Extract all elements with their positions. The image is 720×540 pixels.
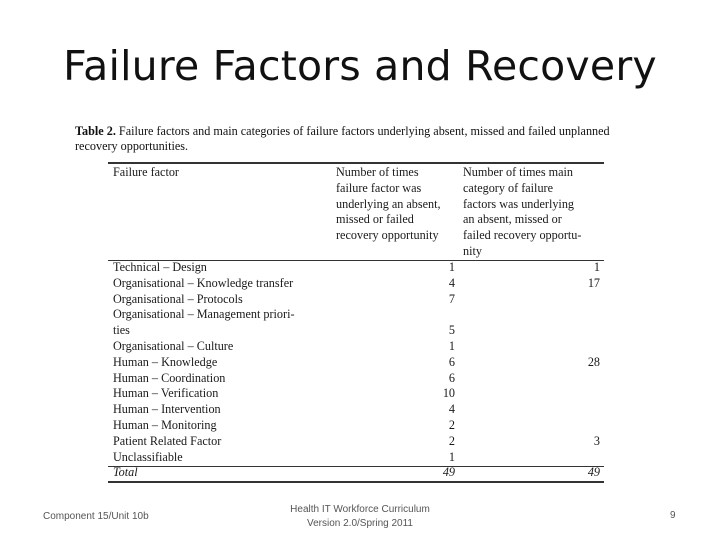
table-cell-factor-count: 1: [448, 449, 455, 464]
header-failure-factor: Failure factor: [113, 165, 179, 179]
table-cell-factor: Organisational – Management priori-: [113, 307, 295, 322]
header-times-factor: Number of times failure factor was underlying an absent, missed or failed recovery opportunity: [336, 165, 441, 243]
table-cell-category-count: 3: [593, 433, 600, 448]
table-cell-category-count: 17: [587, 275, 600, 290]
table-cell-factor: ties: [113, 323, 130, 338]
table-cell-factor-count: 1: [448, 339, 455, 353]
table-cell-factor-count: 1: [448, 260, 455, 274]
table-total-rule: [108, 466, 604, 467]
table-caption-text: Failure factors and main categories of failure factors underlying absent, missed and failed unplanned recovery opportunities.: [75, 124, 610, 153]
table-caption: [75, 124, 655, 154]
table-cell-factor: Unclassifiable: [113, 449, 183, 464]
table-cell-factor: Human – Verification: [113, 386, 219, 401]
table-cell-factor: Human – Monitoring: [113, 418, 217, 432]
table-cell-factor-count: 49: [442, 465, 455, 480]
table-cell-factor: Organisational – Protocols: [113, 291, 243, 306]
table-cell-category-count: 1: [593, 260, 600, 274]
header-times-category: Number of times main category of failure factors was underlying an absent, missed or failed recovery opportu- nity: [463, 165, 582, 258]
table-cell-factor-count: 10: [442, 386, 455, 401]
table-cell-category-count: 49: [587, 465, 600, 480]
table-cell-factor-count: 2: [448, 418, 455, 432]
table-cell-category-count: 28: [587, 354, 600, 369]
table-cell-factor: Technical – Design: [113, 260, 207, 274]
footer-page-number: 9: [670, 510, 676, 521]
table-cell-factor-count: 5: [448, 323, 455, 338]
table-cell-factor: Human – Knowledge: [113, 354, 218, 369]
table-cell-factor-count: 2: [448, 433, 455, 448]
slide-title: Failure Factors and Recovery: [63, 42, 657, 90]
table-cell-factor-count: 4: [448, 402, 455, 417]
table-cell-factor: Organisational – Knowledge transfer: [113, 275, 294, 290]
table-top-rule: [108, 162, 604, 164]
table-cell-factor: Human – Intervention: [113, 402, 221, 417]
table-cell-factor: Patient Related Factor: [113, 433, 222, 448]
table-cell-factor: Human – Coordination: [113, 370, 226, 385]
table-bottom-rule: [108, 481, 604, 483]
table-cell-factor-count: 7: [448, 291, 455, 306]
table-caption-label: Table 2.: [75, 124, 116, 138]
footer-curriculum: Health IT Workforce Curriculum Version 2.0/Spring 2011: [290, 504, 430, 529]
table-cell-factor: Organisational – Culture: [113, 339, 234, 353]
table-cell-factor-count: 6: [448, 370, 455, 385]
table-cell-factor-count: 6: [448, 354, 455, 369]
footer-component: Component 15/Unit 10b: [43, 511, 149, 522]
table-cell-factor-count: 4: [448, 275, 455, 290]
table-cell-factor: Total: [113, 465, 138, 480]
